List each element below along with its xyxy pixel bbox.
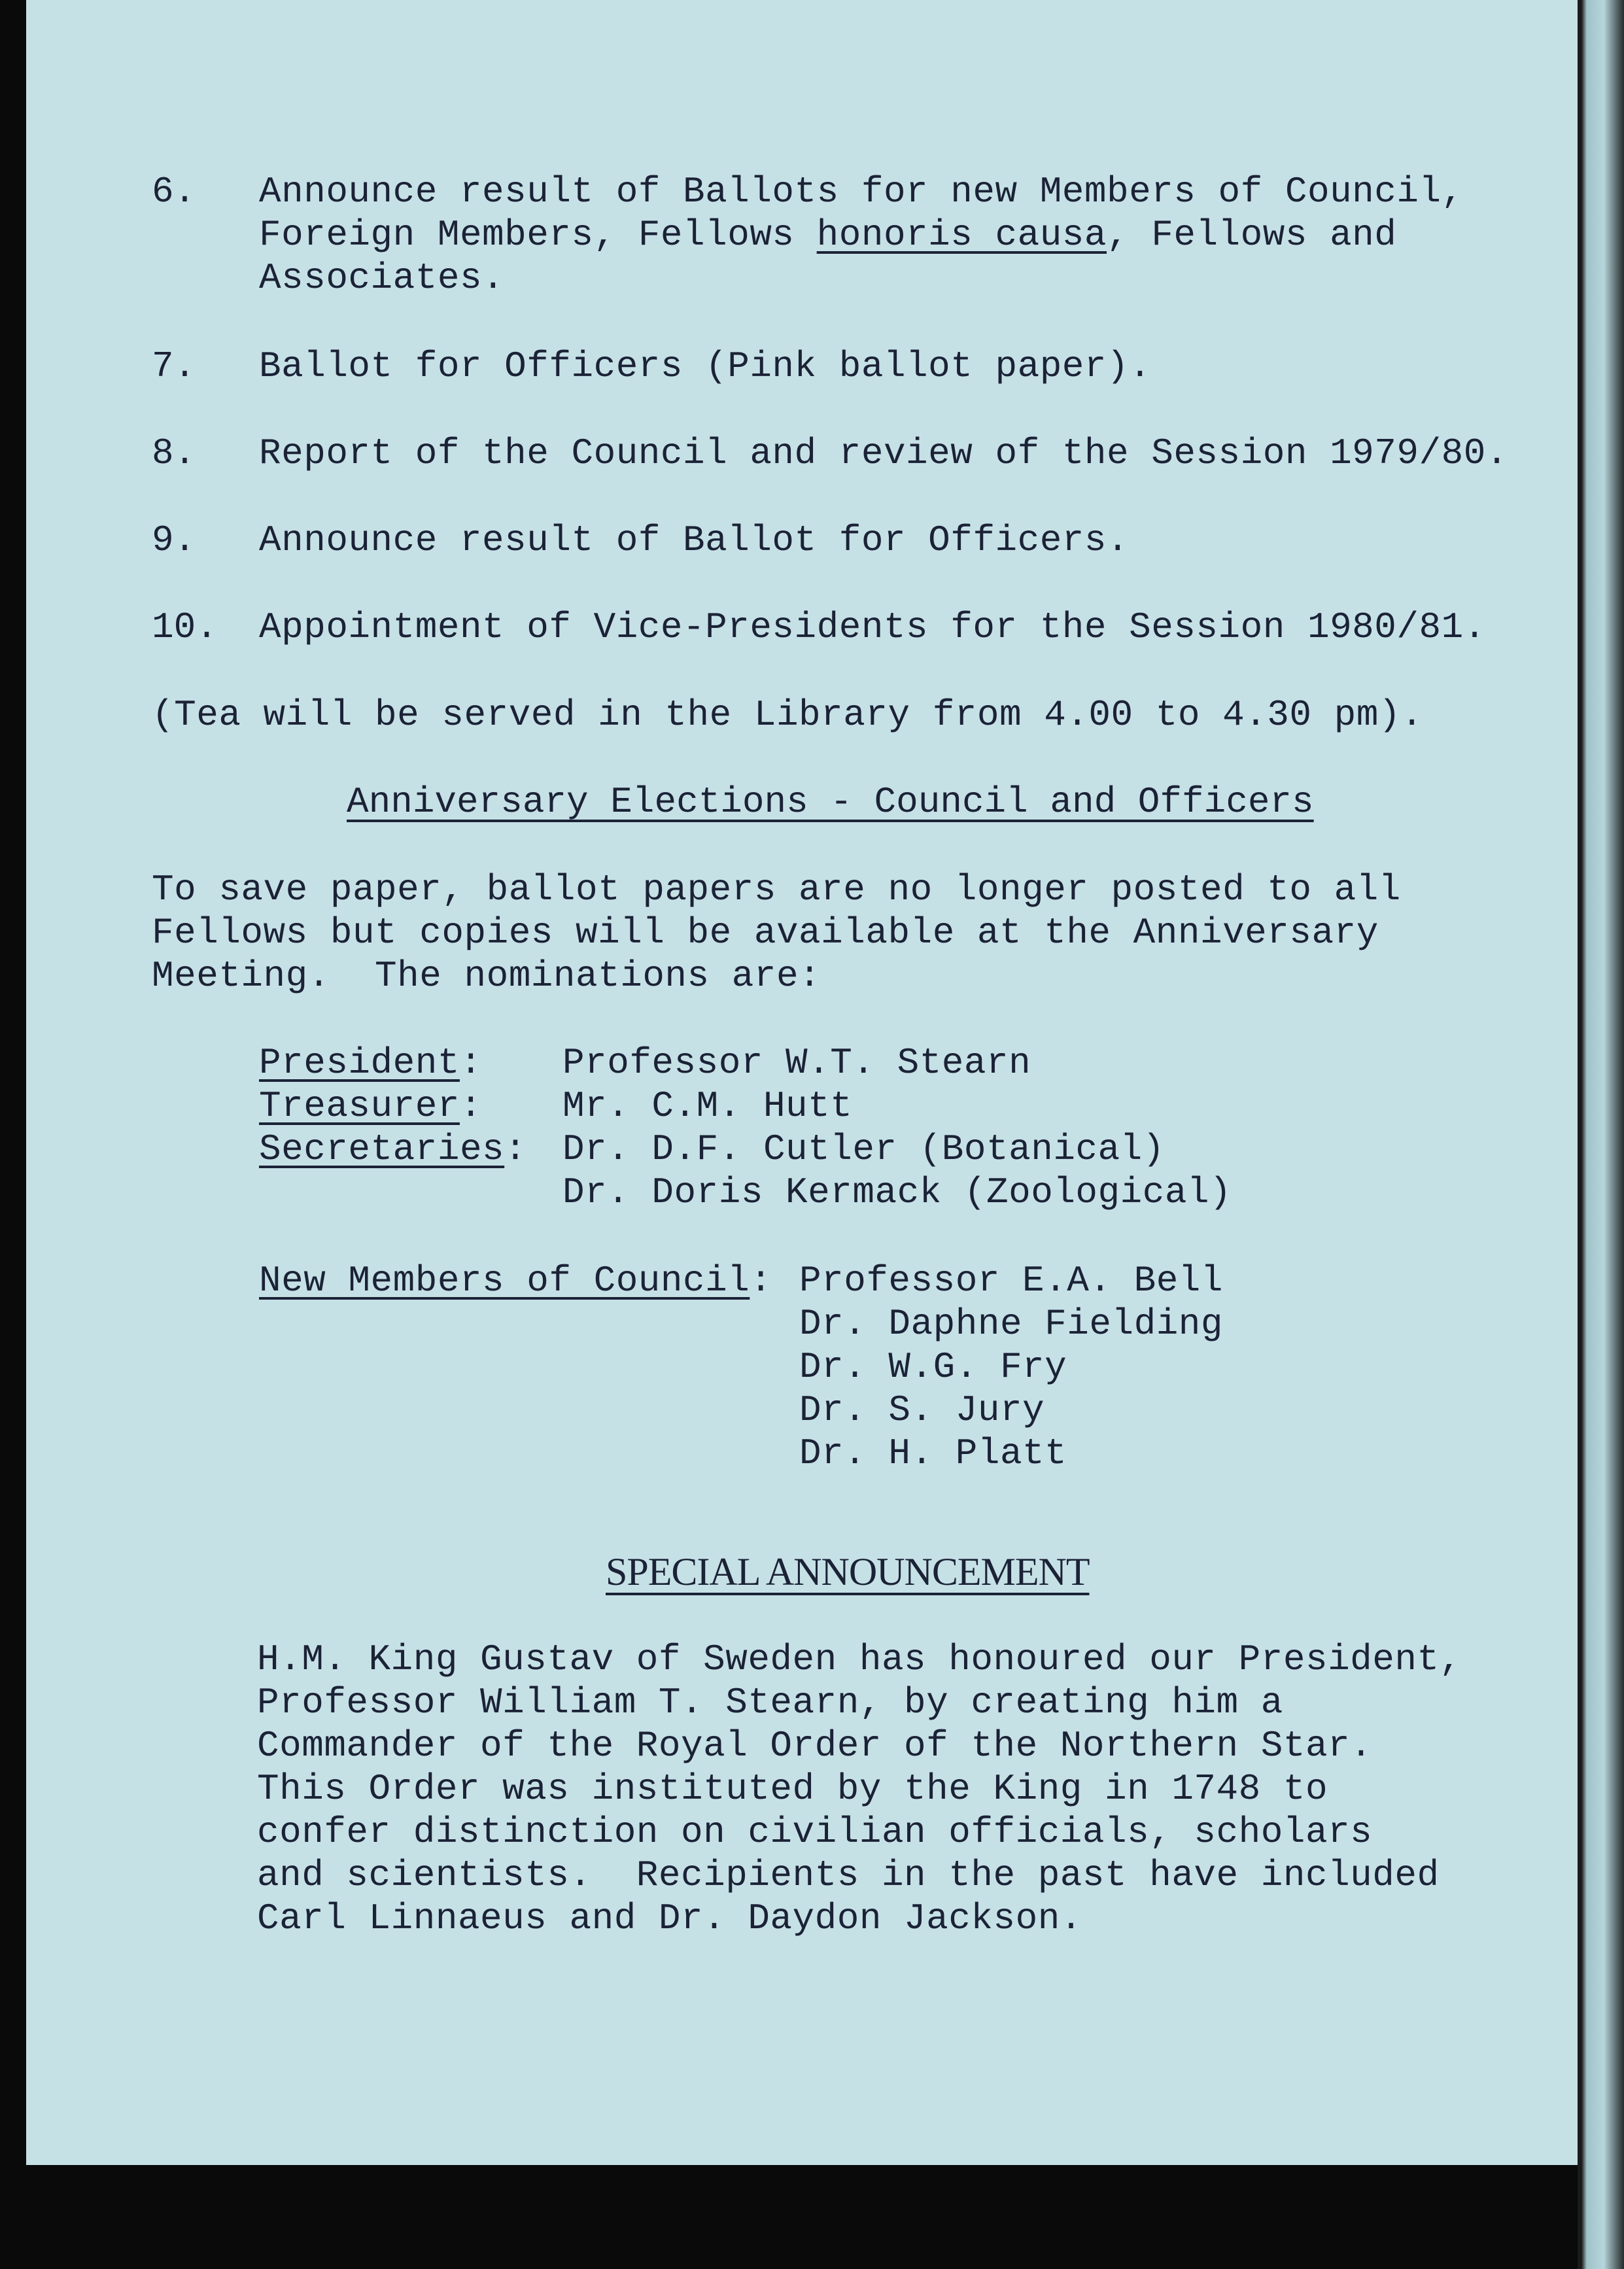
announcement-line: Commander of the Royal Order of the Northern Star. xyxy=(257,1725,1373,1767)
announcement-line: and scientists. Recipients in the past have included xyxy=(257,1854,1440,1896)
officer-role-president: President: xyxy=(259,1042,483,1084)
page-edge xyxy=(1578,0,1624,2269)
agenda-item-text: Announce result of Ballot for Officers. xyxy=(259,519,1130,561)
special-announcement-heading: SPECIAL ANNOUNCEMENT xyxy=(606,1550,1090,1593)
announcement-line: Carl Linnaeus and Dr. Daydon Jackson. xyxy=(257,1897,1082,1939)
agenda-number: 9. xyxy=(152,519,196,561)
agenda-number: 8. xyxy=(152,432,196,474)
agenda-item-text: Appointment of Vice-Presidents for the Session 1980/81. xyxy=(259,606,1486,648)
elections-intro: Fellows but copies will be available at the Anniversary xyxy=(152,912,1379,954)
announcement-line: H.M. King Gustav of Sweden has honoured our President, xyxy=(257,1638,1462,1680)
council-member: Dr. W.G. Fry xyxy=(799,1346,1067,1388)
latin-phrase: honoris causa xyxy=(816,214,1107,256)
council-member: Professor E.A. Bell xyxy=(799,1260,1224,1302)
agenda-item-text: Announce result of Ballots for new Members of Council, xyxy=(259,171,1464,213)
officer-name: Mr. C.M. Hutt xyxy=(562,1085,853,1127)
announcement-line: This Order was instituted by the King in 1748 to xyxy=(257,1768,1328,1810)
agenda-item-text: Foreign Members, Fellows honoris causa, Fellows and xyxy=(259,214,1397,256)
announcement-line: confer distinction on civilian officials, scholars xyxy=(257,1811,1373,1853)
tea-note: (Tea will be served in the Library from 4.00 to 4.30 pm). xyxy=(152,694,1424,736)
agenda-item-text: Ballot for Officers (Pink ballot paper). xyxy=(259,345,1152,387)
elections-heading: Anniversary Elections - Council and Officers xyxy=(347,781,1314,823)
council-member: Dr. S. Jury xyxy=(799,1389,1045,1431)
elections-intro: Meeting. The nominations are: xyxy=(152,955,821,997)
officer-role-secretaries: Secretaries: xyxy=(259,1128,527,1170)
officer-role-treasurer: Treasurer: xyxy=(259,1085,483,1127)
announcement-line: Professor William T. Stearn, by creating him a xyxy=(257,1682,1283,1723)
officer-name: Dr. Doris Kermack (Zoological) xyxy=(562,1171,1232,1213)
council-member: Dr. Daphne Fielding xyxy=(799,1303,1224,1345)
agenda-item-text: Report of the Council and review of the Session 1979/80. xyxy=(259,432,1508,474)
agenda-number: 6. xyxy=(152,171,196,213)
officer-name: Professor W.T. Stearn xyxy=(562,1042,1031,1084)
agenda-item-text: Associates. xyxy=(259,257,505,299)
council-member: Dr. H. Platt xyxy=(799,1432,1067,1474)
agenda-number: 7. xyxy=(152,345,196,387)
agenda-number: 10. xyxy=(152,606,218,648)
council-label: New Members of Council: xyxy=(259,1260,772,1302)
elections-intro: To save paper, ballot papers are no longer posted to all xyxy=(152,869,1401,910)
officer-name: Dr. D.F. Cutler (Botanical) xyxy=(562,1128,1165,1170)
